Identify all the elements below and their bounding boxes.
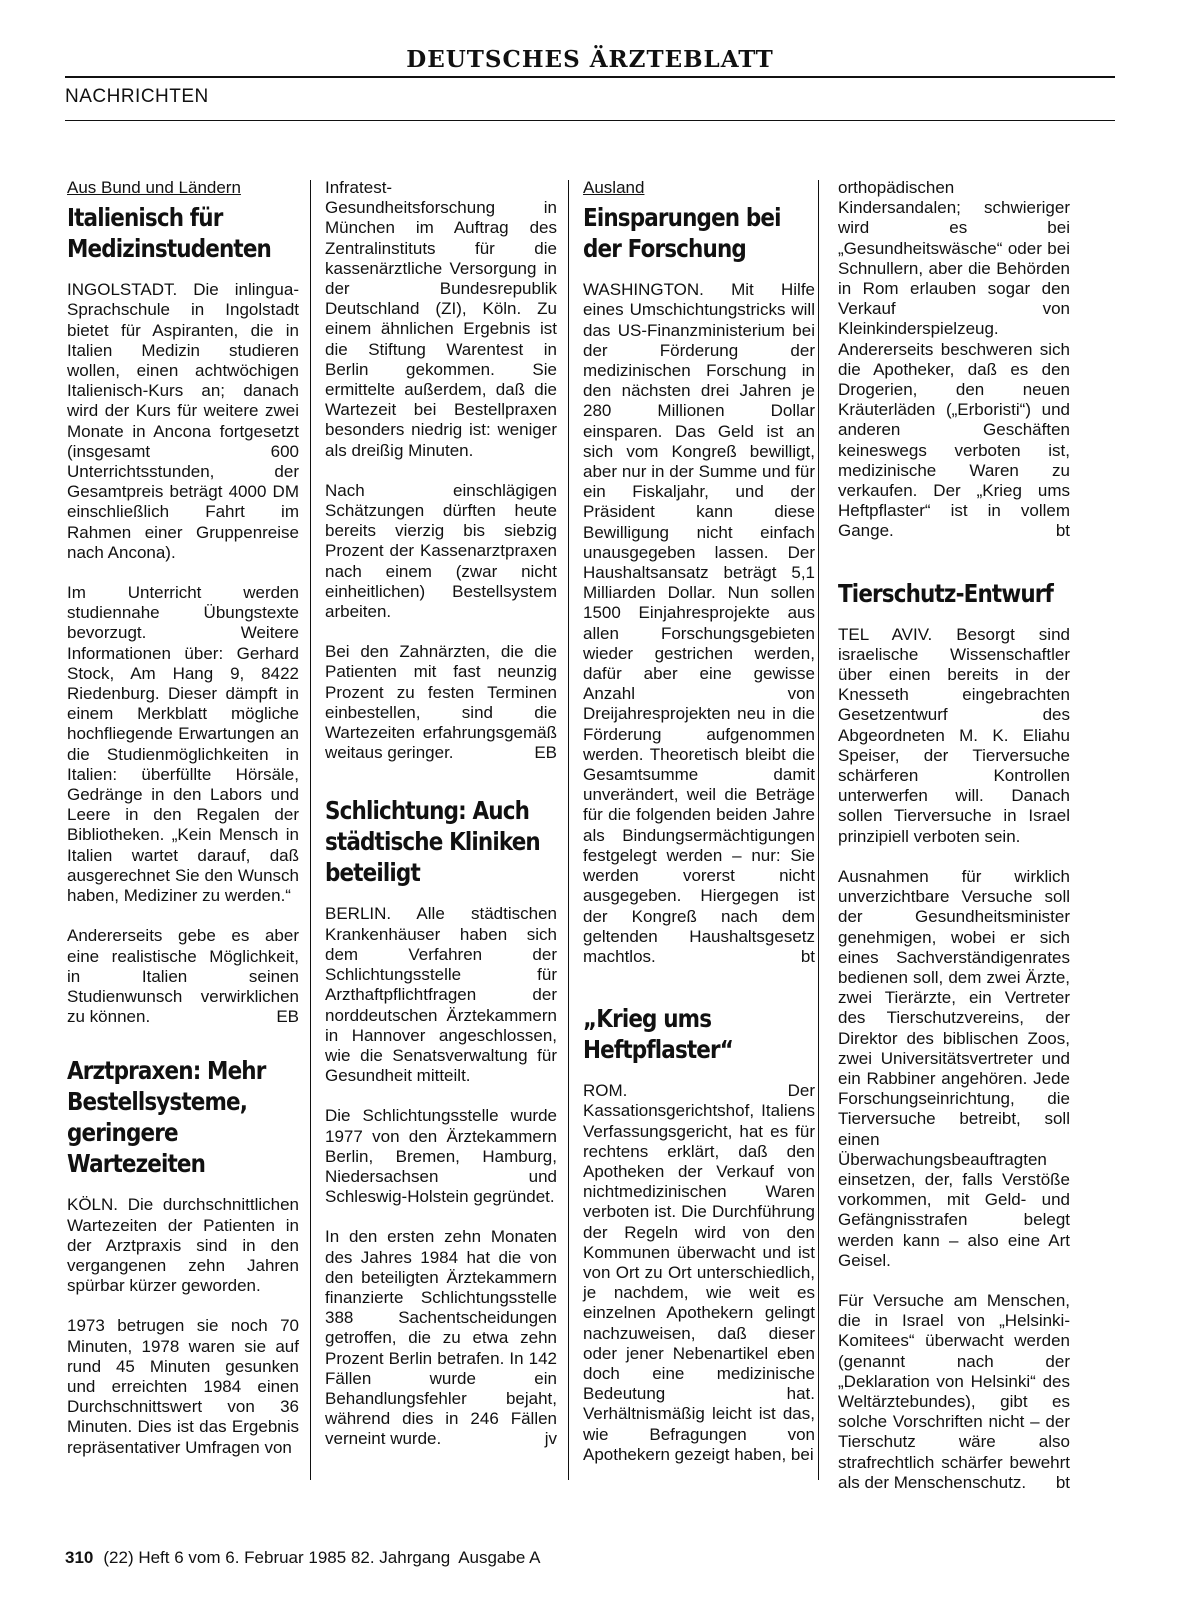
article-headline: Italienisch für Medizinstudenten <box>67 203 271 264</box>
article-headline: „Krieg ums Heftpflaster“ <box>583 1004 734 1065</box>
article-paragraph: Nach einschlägigen Schätzungen dürften heute bereits vierzig bis siebzig Prozent der Kassenarztpraxen nach einem (zwar nicht einheitlichen) Bestellsystem arbeiten. <box>325 480 557 622</box>
article-text: orthopädischen Kindersandalen; schwieriger wird es bei „Gesundheitswäsche“ oder bei Schnullern, aber die Behörden in Rom erlauben sogar den Verkauf von Kleinkinderspielzeug. Andererseits beschweren sich die Apotheker, daß es den Drogerien, den neuen Kräuterläden („Erboristi“) und anderen Geschäften keineswegs verboten ist, medizinische Waren zu verkaufen. Der „Krieg ums Heftpflaster“ ist in vollem Gange. <box>838 178 1070 541</box>
column-2 <box>325 178 557 1470</box>
article-paragraph: Die Schlichtungsstelle wurde 1977 von den Ärztekammern Berlin, Bremen, Hamburg, Niedersachsen und Schleswig-Holstein gegründet. <box>325 1106 557 1207</box>
article-headline: Einsparungen bei der Forschung <box>583 203 781 264</box>
author-sign: bt <box>1055 1472 1070 1492</box>
article-paragraph: Ausnahmen für wirklich unverzichtbare Versuche soll der Gesundheitsminister genehmigen, wobei er sich eines Sachverständigenrates bedienen soll, dem zwei Ärzte, zwei Tierärzte, ein Vertreter des Tierschutzvereins, der Direktor des biblischen Zoos, zwei Universitätsvertreter und ein Rabbiner angehören. Jede Forschungseinrichtung, die Tierversuche betreibt, soll einen Überwachungsbeauftragten einsetzen, der, falls Verstöße vorkommen, mit Geld- und Gefängnisstrafen belegt werden kann – also eine Art Geisel. <box>838 866 1070 1270</box>
article-text: Andererseits gebe es aber eine realistische Möglichkeit, in Italien seinen Studienwunsch verwirklichen zu können. <box>67 926 299 1027</box>
article-text: WASHINGTON. Mit Hilfe eines Umschichtungstricks will das US-Finanzministerium bei der Förderung der medizinischen Forschung in den nächsten drei Jahren je 280 Millionen Dollar einsparen. Das Geld ist an sich vom Kongreß bewilligt, aber nur in der Summe und für ein Fiskaljahr, und der Präsident kann diese Bewilligung nicht einfach unausgegeben lassen. Der Haushaltsansatz beträgt 5,1 Milliarden Dollar. Nun sollen 1500 Einjahresprojekte aus allen Forschungsgebieten wieder gestrichen werden, dafür aber eine gewisse Anzahl von Dreijahresprojekten neu in die Förderung aufgenommen werden. Theoretisch bleibt die Gesamtsumme damit unverändert, weil die Beträge für die folgenden beiden Jahre als Bindungsermächtigungen festgelegt werden – nur: Sie werden vorerst nicht ausgegeben. Hiergegen ist der Kongreß nach dem geltenden Haushaltsgesetz machtlos. <box>583 280 815 966</box>
column-1 <box>67 178 299 1478</box>
article-paragraph: Im Unterricht werden studiennahe Übungstexte bevorzugt. Weitere Informationen über: Gerhard Stock, Am Hang 9, 8422 Riedenburg. Dieser dämpft in einem Merkblatt mögliche hochfliegende Erwartungen an die Studienmöglichkeiten in Italien: überfüllte Hörsäle, Gedränge in den Labors und Leere in den Regalen der Bibliotheken. „Kein Mensch in Italien wartet darauf, daß ausgerechnet Sie den Wunsch haben, Mediziner zu werden.“ <box>67 583 299 906</box>
article-paragraph: 1973 betrugen sie noch 70 Minuten, 1978 waren sie auf rund 45 Minuten gesunken und erreichten 1984 einen Durchschnittswert von 36 Minuten. Dies ist das Ergebnis repräsentativer Umfragen von <box>67 1316 299 1457</box>
author-sign: EB <box>276 1007 299 1027</box>
page-number: 310 <box>65 1548 94 1567</box>
article-text: Für Versuche am Menschen, die in Israel von „Helsinki-Komitees“ überwacht werden (genannt nach der „Deklaration von Helsinki“ des Weltärztebundes), gibt es solche Vorschriften nicht – der Tierschutz wäre also strafrechtlich schärfer bewehrt als der Menschenschutz. <box>838 1290 1070 1492</box>
article-headline: Tierschutz-Entwurf <box>838 578 1054 608</box>
column-divider <box>310 180 311 1480</box>
article-paragraph: Infratest-Gesundheitsforschung in München im Auftrag des Zentralinstituts für die kassenärztliche Versorgung in der Bundesrepublik Deutschland (ZI), Köln. Zu einem ähnlichen Ergebnis ist die Stiftung Warentest in Berlin gekommen. Sie ermittelte außerdem, daß die Wartezeit bei Bestellpraxen besonders niedrig ist: weniger als dreißig Minuten. <box>325 178 557 460</box>
page-footer <box>65 1548 548 1568</box>
author-sign: jv <box>544 1429 557 1449</box>
article-headline: Arztpraxen: Mehr Bestellsysteme, geringere Wartezeiten <box>67 1056 266 1179</box>
article-paragraph <box>325 642 557 763</box>
column-divider <box>818 180 819 1480</box>
article-paragraph: INGOLSTADT. Die inlingua-Sprachschule in Ingolstadt bietet für Aspiranten, die in Italien Medizin studieren wollen, einen achtwöchigen Italienisch-Kurs an; danach wird der Kurs für weitere zwei Monate in Ancona fortgesetzt (insgesamt 600 Unterrichtsstunden, der Gesamtpreis beträgt 4000 DM einschließlich Fahrt im Rahmen einer Gruppenreise nach Ancona). <box>67 280 299 562</box>
header-rule <box>65 120 1115 121</box>
masthead: DEUTSCHES ÄRZTEBLATT <box>406 46 774 73</box>
article-paragraph <box>325 1227 557 1449</box>
article-paragraph <box>583 280 815 967</box>
article-paragraph: KÖLN. Die durchschnittlichen Wartezeiten der Patienten in der Arztpraxis sind in den vergangenen zehn Jahren spürbar kürzer geworden. <box>67 1195 299 1296</box>
issue-info: (22) Heft 6 vom 6. Februar 1985 82. Jahrgang <box>103 1548 451 1567</box>
edition-label: Ausgabe A <box>458 1548 541 1567</box>
article-text: Bei den Zahnärzten, die die Patienten mit fast neunzig Prozent zu festen Terminen einbestellen, sind die Wartezeiten erfahrungsgemäß weitaus geringer. <box>325 642 557 763</box>
article-paragraph: TEL AVIV. Besorgt sind israelische Wissenschaftler über einen bereits in der Knesseth eingebrachten Gesetzentwurf des Abgeordneten M. K. Eliahu Speiser, der Tierversuche schärferen Kontrollen unterwerfen will. Danach sollen Tierversuche in Israel prinzipiell verboten sein. <box>838 624 1070 846</box>
article-paragraph <box>838 178 1070 542</box>
masthead-rule <box>65 76 1115 78</box>
kicker: Ausland <box>583 178 645 197</box>
column-4 <box>838 178 1070 1513</box>
article-paragraph <box>838 1291 1070 1493</box>
article-headline: Schlichtung: Auch städtische Kliniken beteiligt <box>325 796 540 888</box>
article-text: In den ersten zehn Monaten des Jahres 1984 hat die von den beteiligten Ärztekammern finanzierte Schlichtungsstelle 388 Sachentscheidungen getroffen, die zu etwa zehn Prozent Berlin betrafen. In 142 Fällen wurde ein Behandlungsfehler bejaht, während dies in 246 Fällen verneint wurde. <box>325 1227 557 1449</box>
article-paragraph: ROM. Der Kassationsgerichtshof, Italiens Verfassungsgericht, hat es für rechtens erklärt, daß den Apotheken der Verkauf von nichtmedizinischen Waren verboten ist. Die Durchführung der Regeln wird von den Kommunen überwacht und ist von Ort zu Ort unterschiedlich, je nachdem, wie weit es einzelnen Apothekern gelingt nachzuweisen, daß dieser oder jener Nebenartikel eben doch eine medizinische Bedeutung hat. Verhältnismäßig leicht ist das, wie Befragungen von Apothekern gezeigt haben, bei <box>583 1081 815 1464</box>
kicker: Aus Bund und Ländern <box>67 178 241 197</box>
section-label: NACHRICHTEN <box>65 86 209 107</box>
column-divider <box>568 180 569 1480</box>
column-3 <box>583 178 815 1485</box>
author-sign: bt <box>800 946 815 966</box>
article-paragraph <box>67 926 299 1027</box>
author-sign: EB <box>534 743 557 763</box>
author-sign: bt <box>1055 521 1070 541</box>
article-paragraph: BERLIN. Alle städtischen Krankenhäuser haben sich dem Verfahren der Schlichtungsstelle für Arzthaftpflichtfragen der norddeutschen Ärztekammern in Hannover angeschlossen, wie die Senatsverwaltung für Gesundheit mitteilt. <box>325 904 557 1086</box>
